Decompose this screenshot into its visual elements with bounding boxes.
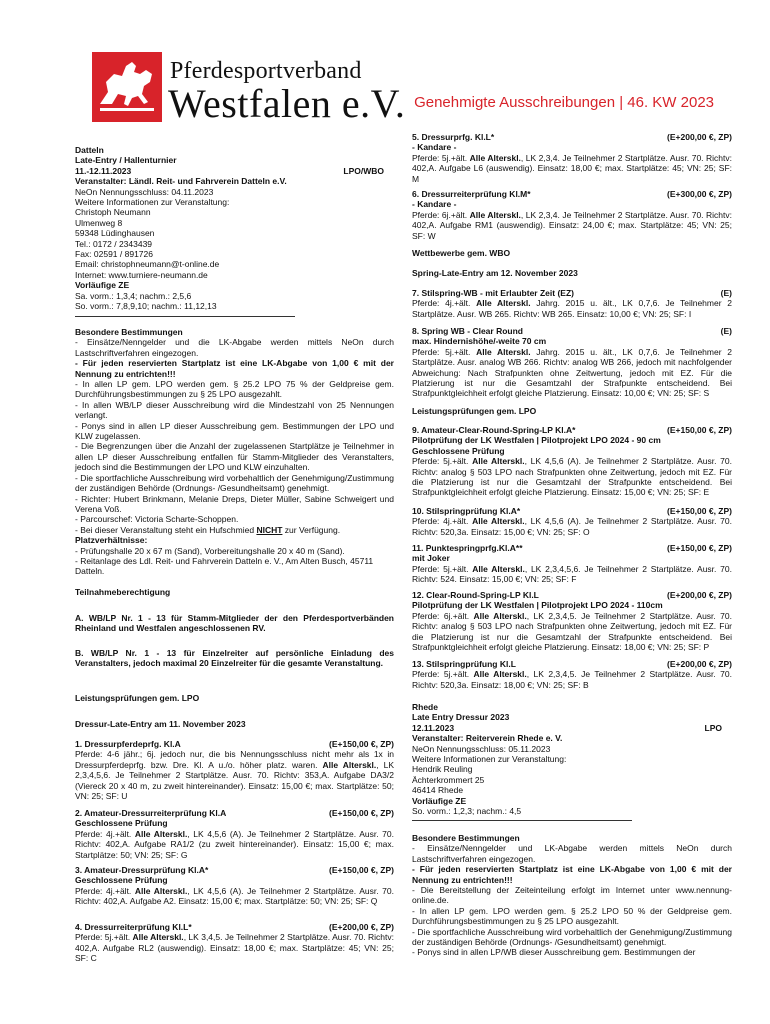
competition-5: 5. Dressurprfg. Kl.L* (E+200,00 €, ZP) - Kandare - Pferde: 5j.+ält. Alle Alterskl., LK 2,3,4. Je Teilnehmer 2 Startplätze. Ausr. 70. Richtv: 402,A. Aufgabe L6 (auswendig). Einsatz: 18,00 €; max. Startplätze: 45; VN: 25; SF: M	[412, 132, 732, 184]
event-info-line: So. vorm.: 7,8,9,10; nachm.: 11,12,13	[75, 301, 217, 312]
rule-text: - Die sportfachliche Ausschreibung wird vorbehaltlich der Genehmigung/Zustimmung der zuständigen Behörde (Ordnungs- /Gesundheitsamt) genehmigt.	[75, 472, 394, 494]
rule-text: - Für jeden reservierten Startplatz ist eine LK-Abgabe von 1,00 € mit der Nennung zu entrichten!!!	[75, 358, 394, 379]
event-info-line: 11.-12.11.2023 LPO/WBO	[75, 165, 384, 176]
event-info-line: Fax: 02591 / 891726	[75, 249, 153, 260]
event-info-line: Veranstalter: Reiterverein Rhede e. V.	[412, 733, 563, 744]
event-info-line: Veranstalter: Ländl. Reit- und Fahrverein Datteln e.V.	[75, 176, 287, 187]
divider	[412, 820, 632, 821]
event-info-line: Vorläufige ZE	[412, 795, 467, 806]
special-rules-datteln	[75, 327, 394, 577]
competition-4: 4. Dressurreiterprüfung Kl.L* (E+200,00 €, ZP) Pferde: 5j.+ält. Alle Alterskl., LK 3,4,5. Je Teilnehmer 2 Startplätze. Ausr. 70. Richtv: 402,A. Aufgabe RL2 (auswendig). Einsatz: 18,00 €; max. Startplätze: 45; VN: 25; SF: C	[75, 922, 395, 964]
event-info-line: Christoph Neumann	[75, 207, 151, 218]
rule-text: - Parcourschef: Victoria Scharte-Schoppen.	[75, 514, 239, 525]
competition-9: 9. Amateur-Clear-Round-Spring-LP Kl.A* (E+150,00 €, ZP) Pilotprüfung der LK Westfalen | Pilotprojekt LPO 2024 - 90 cm Geschlossene Prüfung Pferde: 5j.+ält. Alle Alterskl., LK 4,5,6 (A). Je Teilnehmer 2 Startplätze. Ausr. 70. Richtv: analog § 503 LPO nach Strafpunkten ohne Zeitwertung, jedoch mit EZ. Für die Platzierung ist nur die Gesamtzahl der Strafpunkte entscheidend. Bei Strafpunktgleichheit erfolgt gleiche Platzierung. Einsatz: 15,00 €; VN: 25; SF: E	[412, 425, 732, 498]
competition-3: 3. Amateur-Dressurprüfung Kl.A* (E+150,00 €, ZP) Geschlossene Prüfung Pferde: 4j.+ält. Alle Alterskl., LK 4,5,6 (A). Je Teilnehmer 2 Startplätze. Ausr. 70. Richtv: 402,A. Aufgabe A2. Einsatz: 15,00 €; max. Startplätze: 50; VN: 25; SF: Q	[75, 865, 394, 907]
competition-7: 7. Stilspring-WB - mit Erlaubter Zeit (EZ) (E) Pferde: 4j.+ält. Alle Alterskl. Jahrg. 2015 u. ält., LK 0,7,6. Je Teilnehmer 2 Startplätze. Ausr. WB 265. Richtv: WB 265. Einsatz: 10,00 €; VN: 25; SF: I	[412, 288, 732, 319]
event-info-line: Ulmenweg 8	[75, 217, 123, 228]
participation-a: A. WB/LP Nr. 1 - 13 für Stamm-Mitglieder der den Pferdesportverbänden Rheinland und Westfalen angeschlossenen RV.	[75, 613, 394, 634]
rule-text: - Ponys sind in allen LP dieser Ausschreibung gem. Bestimmungen der LPO und KLW zugelassen.	[75, 420, 394, 442]
dressur-title: Dressur-Late-Entry am 11. November 2023	[75, 719, 246, 729]
rule-text: - In allen LP gem. LPO werden gem. § 25.2 LPO 75 % der Geldpreise gem. Durchführungsbestimmungen zu § 25 LPO ausgezahlt.	[75, 379, 394, 400]
event-info-line: Datteln	[75, 145, 104, 155]
rule-text: - Reitanlage des Ldl. Reit- und Fahrverein Datteln e. V., Am Alten Busch, 45711 Datteln.	[75, 555, 374, 577]
competition-2: 2. Amateur-Dressurreiterprüfung Kl.A (E+150,00 €, ZP) Geschlossene Prüfung Pferde: 4j.+ält. Alle Alterskl., LK 4,5,6 (A). Je Teilnehmer 2 Startplätze. Ausr. 70. Richtv: 402,A. Aufgabe RA1/2 (zu zweit hintereinander). Einsatz: 15,00 €; max. Startplätze: 50; VN: 25; SF: G	[75, 808, 394, 860]
competition-8: 8. Spring WB - Clear Round (E) max. Hindernishöhe/-weite 70 cm Pferde: 5j.+ält. Alle Alterskl. Jahrg. 2015 u. ält., LK 0,7,6. Je Teilnehmer 2 Startplätze. Ausr. analog WB 266. Richtv: analog WB 266, jedoch mit nachfolgender Abweichung: Nach Strafpunkten ohne Zeitwertung, jedoch mit EZ. Für die Platzierung ist nur die Gesamtzahl der Strafpunkte entscheidend. Bei Strafpunktgleichheit erfolgt gleiche Platzierung. Einsatz: 10,00 €; VN: 25; SF: S	[412, 326, 732, 399]
event-info-line: Weitere Informationen zur Veranstaltung:	[75, 197, 230, 208]
lp-title-2: Leistungsprüfungen gem. LPO	[412, 406, 537, 416]
competition-12: 12. Clear-Round-Spring-LP Kl.L (E+200,00 €, ZP) Pilotprüfung der LK Westfalen | Pilotprojekt LPO 2024 - 110cm Pferde: 6j.+ält. Alle Alterskl., LK 2,3,4,5. Je Teilnehmer 2 Startplätze. Ausr. 70. Richtv: analog § 503 LPO nach Strafpunkten ohne Zeitwertung, jedoch mit EZ. Für die Platzierung ist nur die Gesamtzahl der Strafpunkte entscheidend. Bei Strafpunktgleichheit erfolgt gleiche Platzierung. Einsatz: 18,00 €; VN: 25; SF: P	[412, 590, 732, 653]
event-info-line: Late Entry Dressur 2023	[412, 712, 510, 723]
event-datteln	[75, 145, 394, 317]
rule-text: - Bei dieser Veranstaltung steht ein Hufschmied NICHT zur Verfügung.	[75, 524, 341, 535]
section-title: Besondere Bestimmungen	[75, 327, 183, 337]
rule-text: - Prüfungshalle 20 x 67 m (Sand), Vorbereitungshalle 20 x 40 m (Sand).	[75, 545, 345, 556]
wbo-title: Wettbewerbe gem. WBO	[412, 248, 511, 258]
competition-10: 10. Stilspringprüfung Kl.A* (E+150,00 €, ZP) Pferde: 4j.+ält. Alle Alterskl., LK 4,5,6 (A). Je Teilnehmer 2 Startplätze. Ausr. 70. Richtv: 520,3a. Einsatz: 15,00 €; VN: 25; SF: O	[412, 506, 732, 537]
competition-11: 11. Punktespringprfg.Kl.A** (E+150,00 €, ZP) mit Joker Pferde: 5j.+ält. Alle Alterskl., LK 2,3,4,5,6. Je Teilnehmer 2 Startplätze. Ausr. 70. Richtv: 524. Einsatz: 15,00 €; VN: 25; SF: F	[412, 543, 732, 585]
org-name-line2: Westfalen e.V.	[168, 81, 406, 126]
rule-text: - Richter: Hubert Brinkmann, Melanie Dreps, Dieter Müller, Sabine Schweigert und Verena Voß.	[75, 493, 394, 514]
event-rhede	[412, 702, 732, 821]
event-info-line: Weitere Informationen zur Veranstaltung:	[412, 754, 567, 765]
rule-text: - Einsätze/Nenngelder und die LK-Abgabe werden mittels NeOn durch Lastschriftverfahren eingezogen.	[75, 337, 394, 358]
special-rules-rhede: Besondere Bestimmungen - Einsätze/Nenngelder und LK-Abgabe werden mittels NeOn durch Lastschriftverfahren eingezogen. - Für jeden reservierten Startplatz ist eine LK-Abgabe von 1,00 € mit der Nennung zu entrichten!!! - Die Bereitstellung der Zeiteinteilung erfolgt im Internet unter www.nennung-online.de. - In allen LP gem. LPO werden gem. § 25.2 LPO 50 % der Geldpreise gem. Durchführungsbestimmungen zu § 25 LPO ausgezahlt. - Die sportfachliche Ausschreibung wird vorbehaltlich der Genehmigung/Zustimmung der zuständigen Behörde (Ordnungs- /Gesundheitsamt) genehmigt. - Ponys sind in allen LP/WB dieser Ausschreibung gem. Bestimmungen der	[412, 833, 732, 958]
event-info-line: Ächterkrommert 25	[412, 774, 485, 785]
lp-title: Leistungsprüfungen gem. LPO	[75, 693, 200, 703]
event-info-line: Email: christophneumann@t-online.de	[75, 259, 220, 270]
event-info-line: Hendrik Reuling	[412, 764, 473, 775]
event-info-line: Sa. vorm.: 1,3,4; nachm.: 2,5,6	[75, 290, 192, 301]
participation-b: B. WB/LP Nr. 1 - 13 für Einzelreiter auf persönliche Einladung des Veranstalters, jedoch maximal 20 Einzelreiter für die gesamte Veranstaltung.	[75, 648, 394, 669]
event-info-line: NeOn Nennungsschluss: 05.11.2023	[412, 743, 551, 754]
rule-text: - In allen WB/LP dieser Ausschreibung wird die Mindestzahl von 25 Nennungen verlangt.	[75, 399, 394, 421]
event-info-line: Tel.: 0172 / 2343439	[75, 238, 153, 249]
event-info-line: 59348 Lüdinghausen	[75, 228, 155, 239]
event-info-line: Internet: www.turniere-neumann.de	[75, 269, 208, 280]
competition-13: 13. Stilspringprüfung Kl.L (E+200,00 €, ZP) Pferde: 5j.+ält. Alle Alterskl., LK 2,3,4,5. Je Teilnehmer 2 Startplätze. Ausr. 70. Richtv: 520,3a. Einsatz: 18,00 €; VN: 25; SF: B	[412, 659, 732, 690]
event-info-line: Vorläufige ZE	[75, 280, 130, 291]
competition-1: 1. Dressurpferdeprfg. Kl.A (E+150,00 €, ZP) Pferde: 4-6 jähr.; 6j. jedoch nur, die bis Nennungsschluss nicht mehr als 1x in Dressurpferdeprfg. bzw. Dre. Kl. A u./o. höher platz. waren. Alle Alterskl., LK 2,3,4,5,6. Je Teilnehmer 2 Startplätze. Ausr. 70. Richtv: 353,A. Aufgabe DA3/2 (Viereck 20 x 40 m, zu zweit hintereinander). Einsatz: 15,00 €; max. Startplätze: 50; VN: 25; SF: U	[75, 739, 394, 802]
spring-title: Spring-Late-Entry am 12. November 2023	[412, 268, 578, 278]
participation-title: Teilnahmeberechtigung	[75, 587, 171, 597]
competition-6: 6. Dressurreiterprüfung Kl.M* (E+300,00 €, ZP) - Kandare - Pferde: 6j.+ält. Alle Alterskl., LK 2,3,4. Je Teilnehmer 2 Startplätze. Ausr. 70. Richtv: 402,A. Aufgabe RM1 (auswendig). Einsatz: 24,00 €; max. Startplätze: 45; VN: 25; SF: W	[412, 189, 732, 241]
event-info-line: Rhede	[412, 702, 438, 712]
event-info-line: 46414 Rhede	[412, 785, 464, 796]
org-name-line1: Pferdesportverband	[170, 58, 362, 84]
horse-logo	[92, 52, 162, 122]
event-info-line: 12.11.2023 LPO	[412, 722, 722, 733]
rule-text: Platzverhältnisse:	[75, 535, 148, 546]
event-info-line: Late-Entry / Hallenturnier	[75, 155, 177, 166]
divider	[75, 316, 295, 317]
event-info-line: NeOn Nennungsschluss: 04.11.2023	[75, 186, 214, 197]
page-title: Genehmigte Ausschreibungen | 46. KW 2023	[414, 94, 714, 111]
event-info-line: So. vorm.: 1,2,3; nachm.: 4,5	[412, 806, 522, 817]
rule-text: - Die Begrenzungen über die Anzahl der zugelassenen Startplätze je Teilnehmer in allen LP dieser Ausschreibung entfallen für Stamm-Mitglieder des Veranstalters, jedoch sind die Bestimmungen der LPO und KLW einzuhalten.	[75, 441, 394, 473]
